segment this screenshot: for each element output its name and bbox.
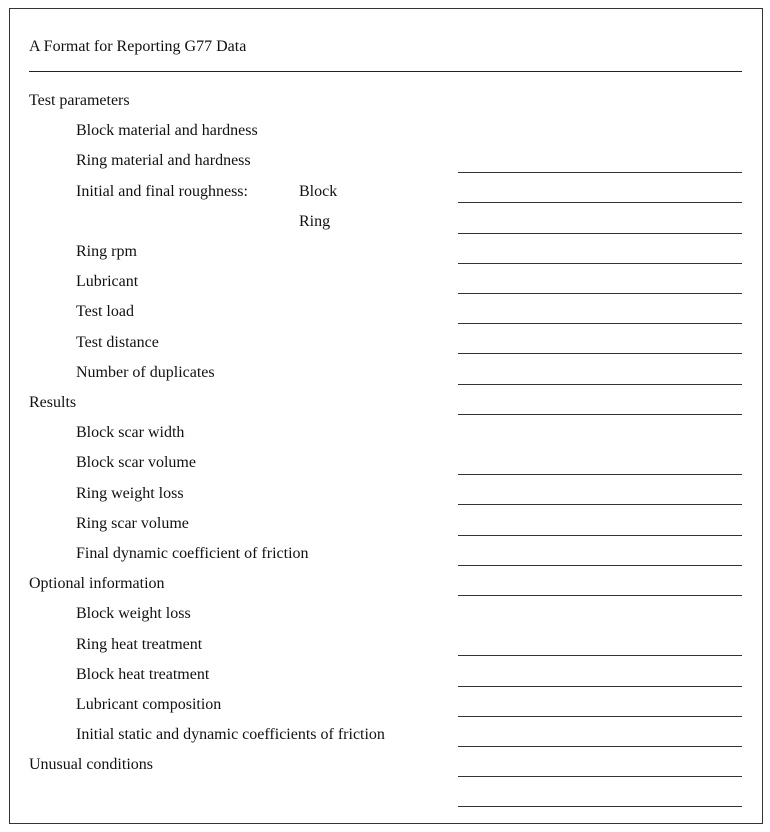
entry-line — [458, 655, 742, 656]
field-label: Initial static and dynamic coefficients of friction — [76, 726, 385, 744]
field-label: Lubricant composition — [76, 696, 222, 713]
section-heading: Results — [29, 394, 77, 411]
field-label: Ring rpm — [76, 243, 137, 260]
section-heading: Test parameters — [29, 92, 130, 109]
field-label: Initial and final roughness: — [76, 182, 248, 200]
field-label: Ring material and hardness — [76, 152, 251, 170]
entry-line — [458, 535, 742, 536]
entry-line — [458, 172, 742, 173]
entry-line — [458, 504, 742, 505]
field-label: Number of duplicates — [76, 363, 215, 381]
entry-line — [458, 414, 742, 415]
entry-line — [458, 323, 742, 324]
field-label: Lubricant — [76, 273, 139, 291]
entry-line — [458, 565, 742, 566]
field-label: Block scar volume — [76, 454, 196, 472]
form-title: A Format for Reporting G77 Data — [29, 38, 247, 55]
entry-line — [458, 716, 742, 717]
field-label: Block material and hardness — [76, 122, 258, 140]
entry-line — [458, 293, 742, 294]
field-label: Block heat treatment — [76, 665, 210, 683]
entry-line — [458, 595, 742, 596]
title-divider — [29, 71, 742, 72]
entry-line — [458, 474, 742, 475]
field-label: Ring heat treatment — [76, 635, 203, 653]
entry-line — [458, 353, 742, 354]
field-label: Ring scar volume — [76, 514, 189, 532]
field-sublabel: Block — [299, 182, 338, 200]
entry-line — [458, 806, 742, 807]
field-label: Block weight loss — [76, 605, 191, 623]
field-label: Test load — [76, 303, 134, 321]
section-heading: Unusual conditions — [29, 756, 153, 774]
entry-line — [458, 233, 742, 234]
entry-line — [458, 384, 742, 385]
section-heading: Optional information — [29, 575, 165, 593]
field-label: Ring weight loss — [76, 484, 184, 502]
entry-line — [458, 686, 742, 687]
field-label: Block scar width — [76, 424, 185, 442]
entry-line — [458, 776, 742, 777]
field-sublabel: Ring — [299, 212, 331, 230]
entry-line — [458, 202, 742, 203]
entry-line — [458, 746, 742, 747]
field-label: Test distance — [76, 333, 159, 351]
entry-line — [458, 263, 742, 264]
field-label: Final dynamic coefficient of friction — [76, 545, 309, 562]
